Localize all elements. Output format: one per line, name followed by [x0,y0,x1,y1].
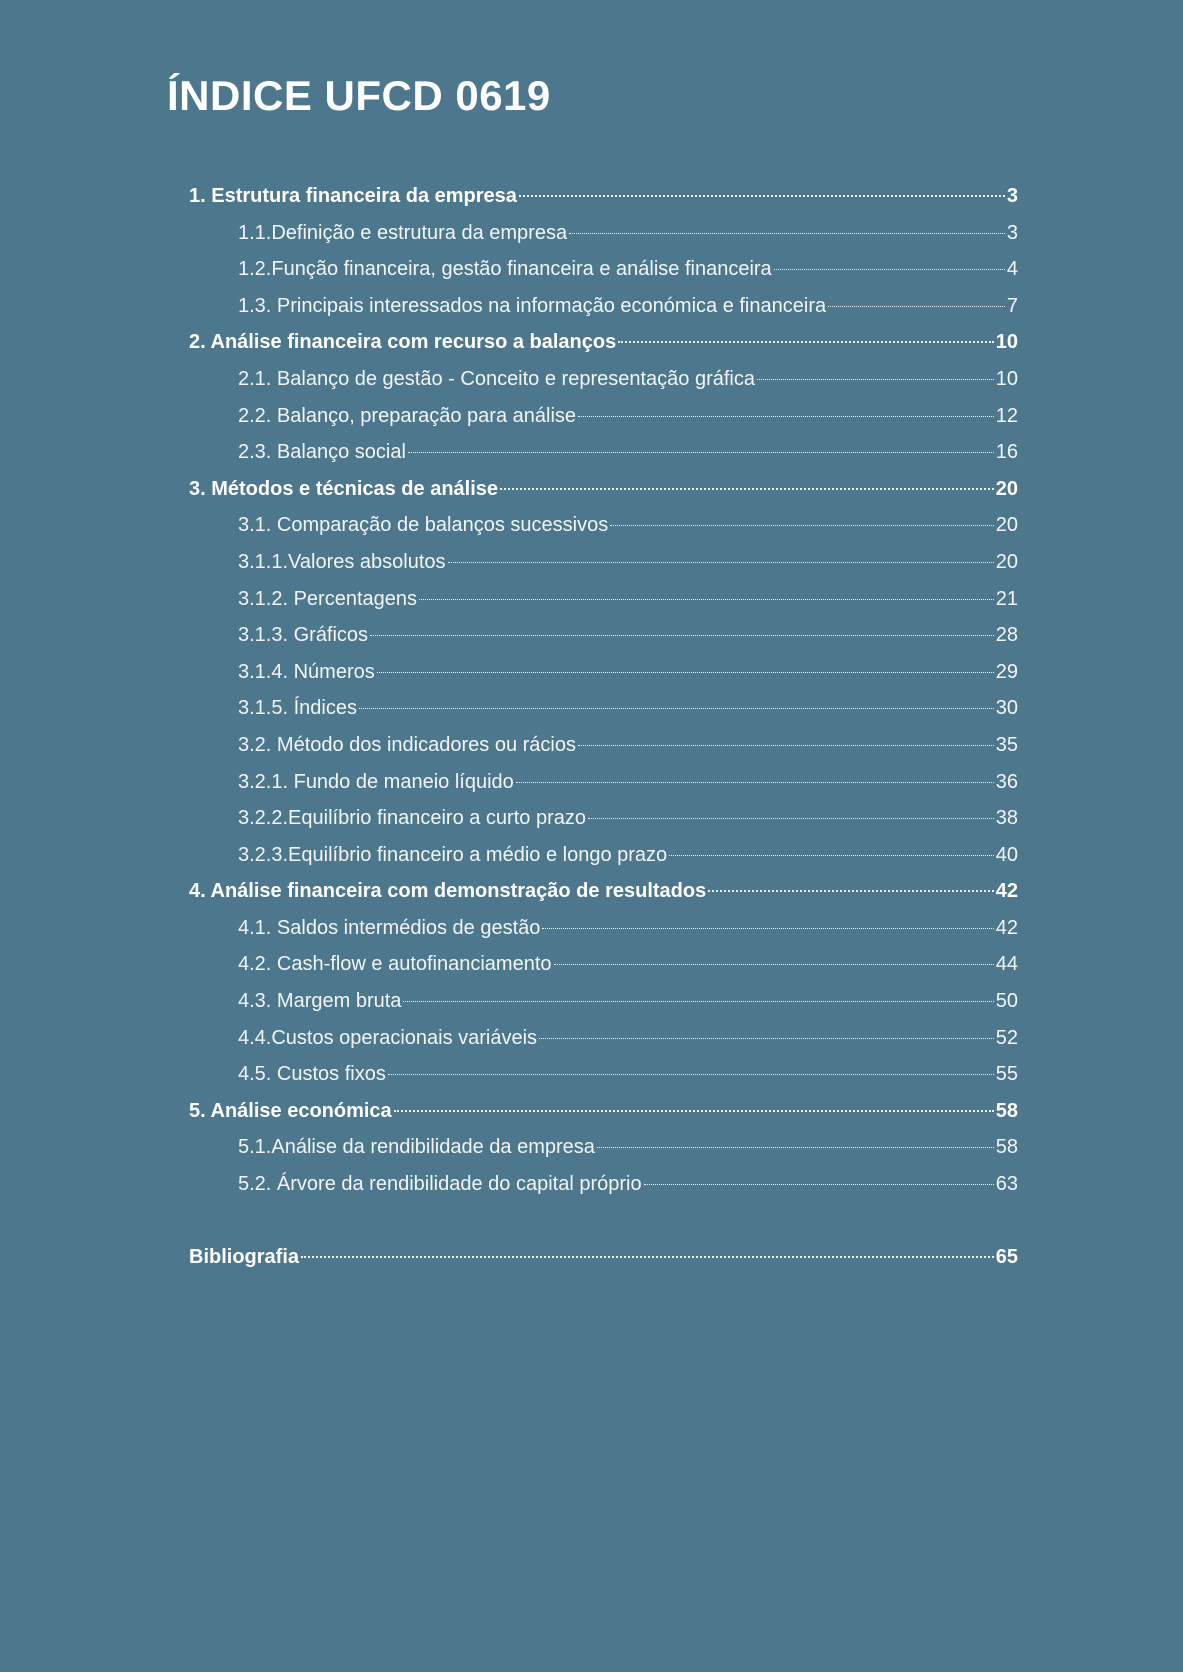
toc-dot-leader [542,928,993,929]
toc-dot-leader [644,1184,994,1185]
toc-dot-leader [500,488,994,490]
toc-page-number: 10 [995,331,1018,354]
toc-page-number: 36 [995,770,1018,793]
toc-section-entry[interactable] [189,361,1018,398]
toc-section-entry[interactable] [189,983,1018,1020]
toc-page-number: 35 [995,733,1018,756]
toc-page-number: 42 [995,916,1018,939]
toc-page-number: 55 [995,1063,1018,1086]
toc-entry-title: 3.2.3.Equilíbrio financeiro a médio e longo prazo [238,843,668,866]
toc-dot-leader [588,818,994,819]
toc-page-number: 16 [995,441,1018,464]
toc-page-number: 20 [995,477,1018,500]
toc-section-entry[interactable] [189,617,1018,654]
toc-page-number: 58 [995,1099,1018,1122]
toc-page-number: 38 [995,807,1018,830]
toc-page-number: 63 [995,1173,1018,1196]
toc-entry-title: 3.1.5. Índices [238,697,357,720]
toc-section-entry[interactable] [189,727,1018,764]
toc-section-entry[interactable] [189,251,1018,288]
toc-dot-leader [610,525,994,526]
toc-section-entry[interactable] [189,946,1018,983]
toc-page-number: 30 [995,697,1018,720]
toc-dot-leader [578,745,994,746]
toc-section-entry[interactable] [189,800,1018,837]
table-of-contents [189,178,1018,1275]
toc-dot-leader [708,890,994,892]
toc-entry-title: 1.1.Definição e estrutura da empresa [238,221,568,244]
toc-entry-title: 2.1. Balanço de gestão - Conceito e representação gráfica [238,367,755,390]
toc-page-number: 3 [1006,221,1018,244]
toc-entry-title: 2. Análise financeira com recurso a balanços [189,331,617,354]
toc-entry-title: 2.3. Balanço social [238,441,406,464]
toc-dot-leader [516,782,994,783]
toc-entry-title: 1. Estrutura financeira da empresa [189,185,517,207]
toc-section-entry[interactable] [189,1056,1018,1093]
toc-entry-title: 4.2. Cash-flow e autofinanciamento [238,953,552,976]
toc-section-entry[interactable] [189,581,1018,618]
toc-section-entry[interactable] [189,764,1018,801]
toc-dot-leader [301,1256,994,1258]
toc-entry-title: 5. Análise económica [189,1099,392,1122]
toc-chapter-entry[interactable] [189,178,1018,215]
toc-page-number: 44 [995,953,1018,976]
toc-dot-leader [388,1074,994,1075]
toc-dot-leader [757,379,994,380]
toc-section-entry[interactable] [189,837,1018,874]
toc-chapter-entry[interactable] [189,1093,1018,1130]
toc-page-number: 58 [995,1136,1018,1159]
toc-section-entry[interactable] [189,398,1018,435]
toc-entry-title: Bibliografia [189,1245,300,1268]
toc-section-entry[interactable] [189,288,1018,325]
toc-page-number: 29 [995,660,1018,683]
toc-page-number: 4 [1006,258,1018,281]
toc-entry-title: 3.2.2.Equilíbrio financeiro a curto prazo [238,807,586,830]
toc-section-entry[interactable] [189,654,1018,691]
toc-entry-title: 3.1.3. Gráficos [238,624,369,647]
toc-section-entry[interactable] [189,544,1018,581]
toc-dot-leader [618,341,994,343]
toc-page-number: 65 [995,1245,1018,1268]
toc-entry-title: 1.2.Função financeira, gestão financeira e análise financeira [238,258,772,281]
toc-entry-title: 3.2.1. Fundo de maneio líquido [238,770,514,793]
toc-page-number: 42 [995,880,1018,903]
toc-entry-title: 3.1.1.Valores absolutos [238,550,446,573]
toc-section-entry[interactable] [189,1020,1018,1057]
toc-dot-leader [519,195,1005,197]
toc-dot-leader [774,269,1005,270]
toc-dot-leader [597,1147,994,1148]
toc-section-entry[interactable] [189,690,1018,727]
toc-dot-leader [828,306,1005,307]
toc-dot-leader [578,416,994,417]
toc-page-number: 3 [1006,185,1018,207]
toc-entry-title: 2.2. Balanço, preparação para análise [238,404,577,427]
toc-page-number: 7 [1006,294,1018,317]
toc-section-entry[interactable] [189,1166,1018,1203]
toc-dot-leader [539,1038,994,1039]
toc-dot-leader [408,452,994,453]
toc-page-number: 40 [995,843,1018,866]
toc-entry-title: 4. Análise financeira com demonstração de resultados [189,880,707,903]
toc-entry-title: 4.5. Custos fixos [238,1063,386,1086]
page-title: ÍNDICE UFCD 0619 [167,72,551,119]
toc-entry-title: 1.3. Principais interessados na informação económica e financeira [238,294,827,317]
toc-page-number: 52 [995,1026,1018,1049]
toc-entry-title: 4.3. Margem bruta [238,990,402,1013]
toc-entry-title: 4.1. Saldos intermédios de gestão [238,916,541,939]
toc-chapter-entry[interactable] [189,471,1018,508]
toc-entry-title: 3.1.2. Percentagens [238,587,418,610]
toc-entry-title: 5.2. Árvore da rendibilidade do capital próprio [238,1173,642,1196]
toc-entry-title: 3.1.4. Números [238,660,375,683]
toc-entry-title: 3.1. Comparação de balanços sucessivos [238,514,609,537]
toc-dot-leader [359,708,994,709]
toc-page-number: 10 [995,367,1018,390]
toc-dot-leader [569,233,1005,234]
toc-dot-leader [370,635,994,636]
toc-entry-title: 3. Métodos e técnicas de análise [189,477,499,500]
toc-dot-leader [554,964,994,965]
toc-chapter-entry[interactable] [189,1239,1018,1276]
toc-page-number: 21 [995,587,1018,610]
toc-section-entry[interactable] [189,1129,1018,1166]
toc-section-entry[interactable] [189,434,1018,471]
toc-section-entry[interactable] [189,507,1018,544]
toc-page-number: 50 [995,990,1018,1013]
toc-page-number: 20 [995,550,1018,573]
toc-dot-leader [669,855,994,856]
toc-page-number: 28 [995,624,1018,647]
toc-dot-leader [394,1110,994,1112]
toc-section-entry[interactable] [189,910,1018,947]
toc-dot-leader [448,562,994,563]
toc-chapter-entry[interactable] [189,324,1018,361]
toc-section-entry[interactable] [189,215,1018,252]
toc-chapter-entry[interactable] [189,873,1018,910]
toc-entry-title: 5.1.Análise da rendibilidade da empresa [238,1136,595,1159]
toc-entry-title: 4.4.Custos operacionais variáveis [238,1026,538,1049]
toc-dot-leader [419,599,994,600]
toc-page-number: 20 [995,514,1018,537]
toc-entry-title: 3.2. Método dos indicadores ou rácios [238,733,576,756]
toc-dot-leader [377,672,994,673]
toc-dot-leader [403,1001,993,1002]
toc-page-number: 12 [995,404,1018,427]
